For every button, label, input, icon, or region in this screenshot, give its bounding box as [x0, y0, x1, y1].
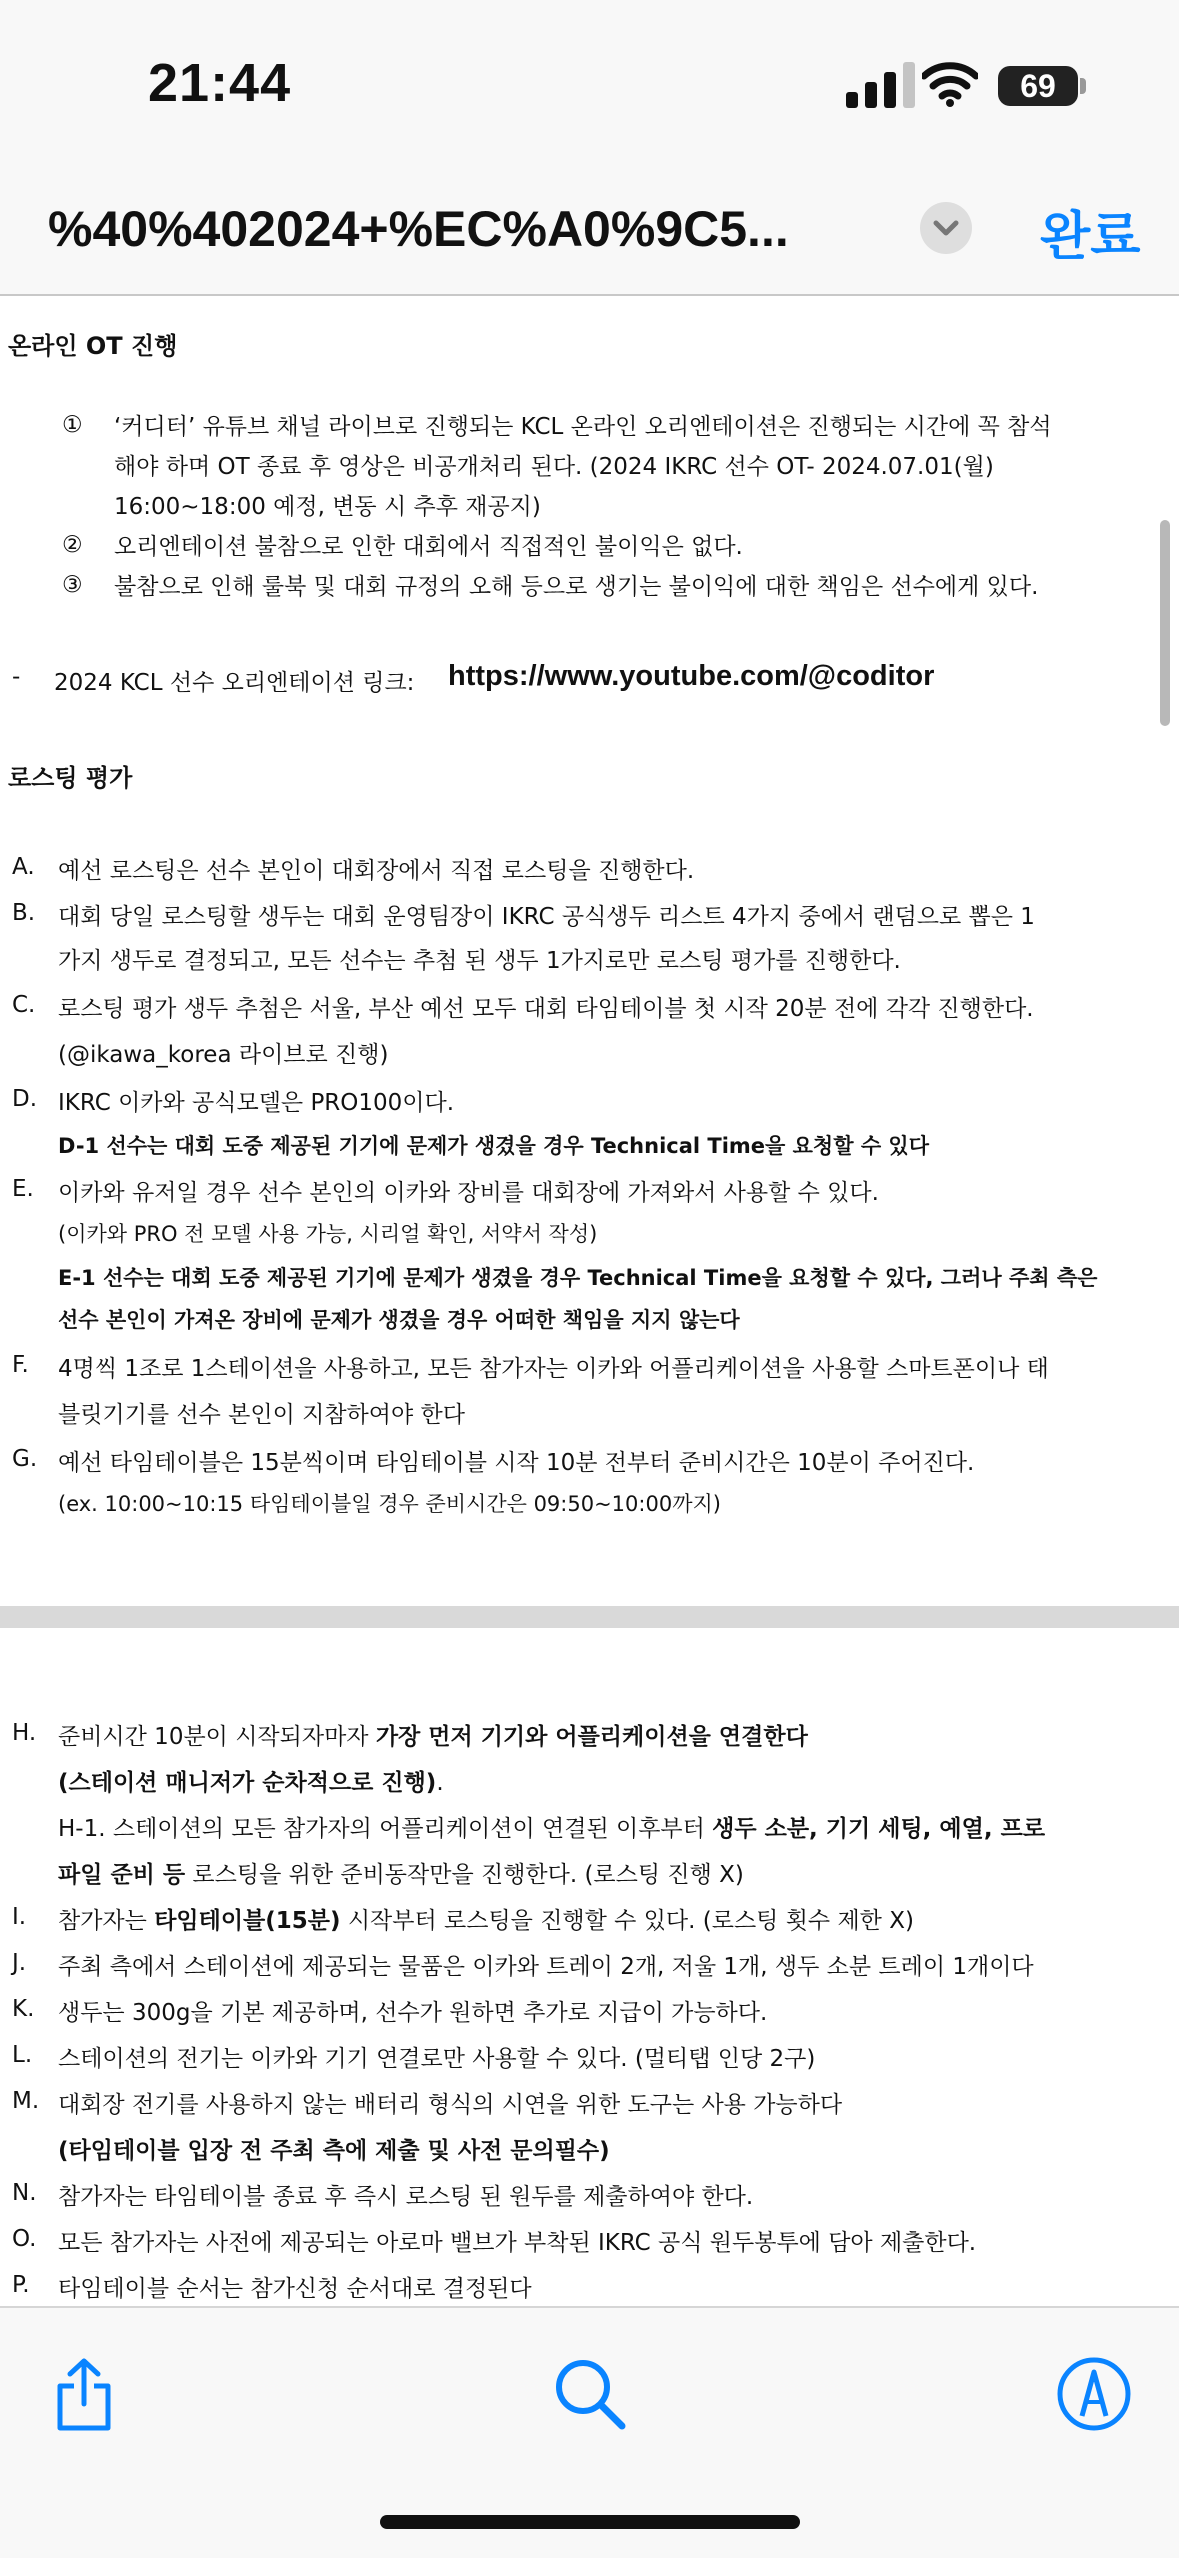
item-letter: J.	[12, 1950, 27, 1976]
rule-f-line-1: 4명씩 1조로 1스테이션을 사용하고, 모든 참가자는 이카와 어플리케이션을 사용할 스마트폰이나 태	[58, 1356, 1049, 1382]
rule-h-emphasis-2: (스테이션 매니저가 순차적으로 진행)	[58, 1770, 437, 1796]
rule-h-line-1	[58, 1718, 808, 1751]
rule-h-1-tail: 로스팅을 위한 준비동작만을 진행한다. (로스팅 진행 X)	[185, 1862, 744, 1888]
document-title[interactable]: %40%402024+%EC%A0%9C5...	[48, 201, 789, 257]
page-break	[0, 1606, 1179, 1628]
rule-l: 스테이션의 전기는 이카와 기기 연결로만 사용할 수 있다. (멀티탭 인당 2구)	[58, 2046, 816, 2072]
ot-item-1-line-2: 해야 하며 OT 종료 후 영상은 비공개처리 된다. (2024 IKRC 선수 OT- 2024.07.01(월)	[114, 454, 994, 480]
rule-h-1-emphasis-2: 파일 준비 등	[58, 1862, 186, 1888]
rule-h-1-line-2	[58, 1856, 744, 1889]
rule-h-line-2	[58, 1764, 444, 1797]
rule-i	[58, 1902, 914, 1935]
item-letter: K.	[12, 1996, 35, 2022]
home-indicator[interactable]	[380, 2515, 800, 2529]
rule-e-note: (이카와 PRO 전 모델 사용 가능, 시리얼 확인, 서약서 작성)	[58, 1222, 598, 1246]
scroll-indicator[interactable]	[1160, 520, 1170, 726]
rule-p: 타임테이블 순서는 참가신청 순서대로 결정된다	[58, 2276, 532, 2302]
document-view[interactable]	[0, 296, 1179, 2306]
wifi-icon	[922, 58, 978, 108]
rule-h-emphasis: 가장 먼저 기기와 어플리케이션을 연결한다	[375, 1724, 808, 1750]
ot-link-url[interactable]: https://www.youtube.com/@coditor	[448, 660, 935, 692]
chevron-down-icon	[920, 202, 972, 254]
rule-h-period: .	[436, 1770, 444, 1796]
item-letter: D.	[12, 1086, 38, 1112]
item-letter: B.	[12, 900, 36, 926]
item-letter: L.	[12, 2042, 33, 2068]
section-heading-roasting: 로스팅 평가	[8, 764, 133, 792]
rule-g-note: (ex. 10:00~10:15 타임테이블일 경우 준비시간은 09:50~10:00까지)	[58, 1492, 721, 1516]
rule-n: 참가자는 타임테이블 종료 후 즉시 로스팅 된 원두를 제출하여야 한다.	[58, 2184, 754, 2210]
item-letter: E.	[12, 1176, 34, 1202]
done-button[interactable]: 완료	[1040, 207, 1141, 267]
item-letter: N.	[12, 2180, 37, 2206]
rule-i-text: 참가자는	[58, 1908, 155, 1934]
rule-a: 예선 로스팅은 선수 본인이 대회장에서 직접 로스팅을 진행한다.	[58, 858, 695, 884]
rule-m: 대회장 전기를 사용하지 않는 배터리 형식의 시연을 위한 도구는 사용 가능하다	[58, 2092, 843, 2118]
title-menu-button[interactable]	[920, 202, 972, 254]
rule-m-note: (타임테이블 입장 전 주최 측에 제출 및 사전 문의필수)	[58, 2138, 610, 2164]
ot-item-1-line-1: ‘커디터’ 유튜브 채널 라이브로 진행되는 KCL 온라인 오리엔테이션은 진행되는 시간에 꼭 참석	[114, 414, 1052, 440]
item-letter: C.	[12, 992, 36, 1018]
ot-item-3: 불참으로 인해 룰북 및 대회 규정의 오해 등으로 생기는 불이익에 대한 책임은 선수에게 있다.	[114, 574, 1039, 600]
rule-f-line-2: 블릿기기를 선수 본인이 지참하여야 한다	[58, 1402, 465, 1428]
rule-k: 생두는 300g을 기본 제공하며, 선수가 원하면 추가로 지급이 가능하다.	[58, 2000, 768, 2026]
rule-h-1-emphasis: 생두 소분, 기기 세팅, 예열, 프로	[712, 1816, 1046, 1842]
cellular-signal-icon	[846, 62, 918, 108]
bullet-dash: -	[12, 664, 21, 690]
status-time: 21:44	[148, 53, 292, 113]
rule-e: 이카와 유저일 경우 선수 본인의 이카와 장비를 대회장에 가져와서 사용할 수 있다.	[58, 1180, 879, 1206]
rule-c-line-2: (@ikawa_korea 라이브로 진행)	[58, 1042, 389, 1068]
ot-item-1-line-3: 16:00~18:00 예정, 변동 시 추후 재공지)	[114, 494, 541, 520]
item-letter: M.	[12, 2088, 40, 2114]
item-letter: I.	[12, 1904, 27, 1930]
rule-b-line-2: 가지 생두로 결정되고, 모든 선수는 추첨 된 생두 1가지로만 로스팅 평가를 진행한다.	[58, 948, 901, 974]
battery-cap	[1080, 78, 1086, 94]
item-letter: F.	[12, 1352, 29, 1378]
rule-b-line-1: 대회 당일 로스팅할 생두는 대회 운영팀장이 IKRC 공식생두 리스트 4가지 중에서 랜덤으로 뽑은 1	[58, 904, 1035, 930]
search-icon[interactable]	[550, 2354, 630, 2434]
rule-i-emphasis: 타임테이블(15분)	[154, 1908, 341, 1934]
rule-e-1-line-1: E-1 선수는 대회 도중 제공된 기기에 문제가 생겼을 경우 Technical Time을 요청할 수 있다, 그러나 주최 측은	[58, 1266, 1098, 1290]
item-letter: P.	[12, 2272, 30, 2298]
rule-g: 예선 타임테이블은 15분씩이며 타임테이블 시작 10분 전부터 준비시간은 10분이 주어진다.	[58, 1450, 975, 1476]
rule-o: 모든 참가자는 사전에 제공되는 아로마 밸브가 부착된 IKRC 공식 원두봉투에 담아 제출한다.	[58, 2230, 977, 2256]
item-number: ①	[62, 412, 83, 438]
rule-j: 주최 측에서 스테이션에 제공되는 물품은 이카와 트레이 2개, 저울 1개, 생두 소분 트레이 1개이다	[58, 1954, 1034, 1980]
ot-link-label: 2024 KCL 선수 오리엔테이션 링크:	[54, 670, 415, 696]
item-number: ②	[62, 532, 83, 558]
share-icon[interactable]	[44, 2354, 124, 2434]
rule-h-1-line-1	[58, 1810, 1045, 1843]
navigation-bar	[0, 170, 1179, 296]
rule-e-1-line-2: 선수 본인이 가져온 장비에 문제가 생겼을 경우 어떠한 책임을 지지 않는다	[58, 1308, 740, 1332]
rule-h-1-text: H-1. 스테이션의 모든 참가자의 어플리케이션이 연결된 이후부터	[58, 1816, 713, 1842]
item-letter: A.	[12, 854, 35, 880]
item-number: ③	[62, 572, 83, 598]
markup-icon[interactable]	[1054, 2354, 1134, 2434]
battery-icon: 69	[998, 66, 1078, 106]
item-letter: G.	[12, 1446, 38, 1472]
rule-d-1: D-1 선수는 대회 도중 제공된 기기에 문제가 생겼을 경우 Technical Time을 요청할 수 있다	[58, 1134, 929, 1158]
item-letter: O.	[12, 2226, 37, 2252]
status-bar	[0, 0, 1179, 170]
section-heading-ot: 온라인 OT 진행	[8, 332, 178, 360]
ot-item-2: 오리엔테이션 불참으로 인한 대회에서 직접적인 불이익은 없다.	[114, 534, 743, 560]
rule-h-text: 준비시간 10분이 시작되자마자	[58, 1724, 376, 1750]
rule-i-tail: 시작부터 로스팅을 진행할 수 있다. (로스팅 횟수 제한 X)	[340, 1908, 914, 1934]
rule-c-line-1: 로스팅 평가 생두 추첨은 서울, 부산 예선 모두 대회 타임테이블 첫 시작 20분 전에 각각 진행한다.	[58, 996, 1034, 1022]
rule-d: IKRC 이카와 공식모델은 PRO100이다.	[58, 1090, 455, 1116]
item-letter: H.	[12, 1720, 37, 1746]
